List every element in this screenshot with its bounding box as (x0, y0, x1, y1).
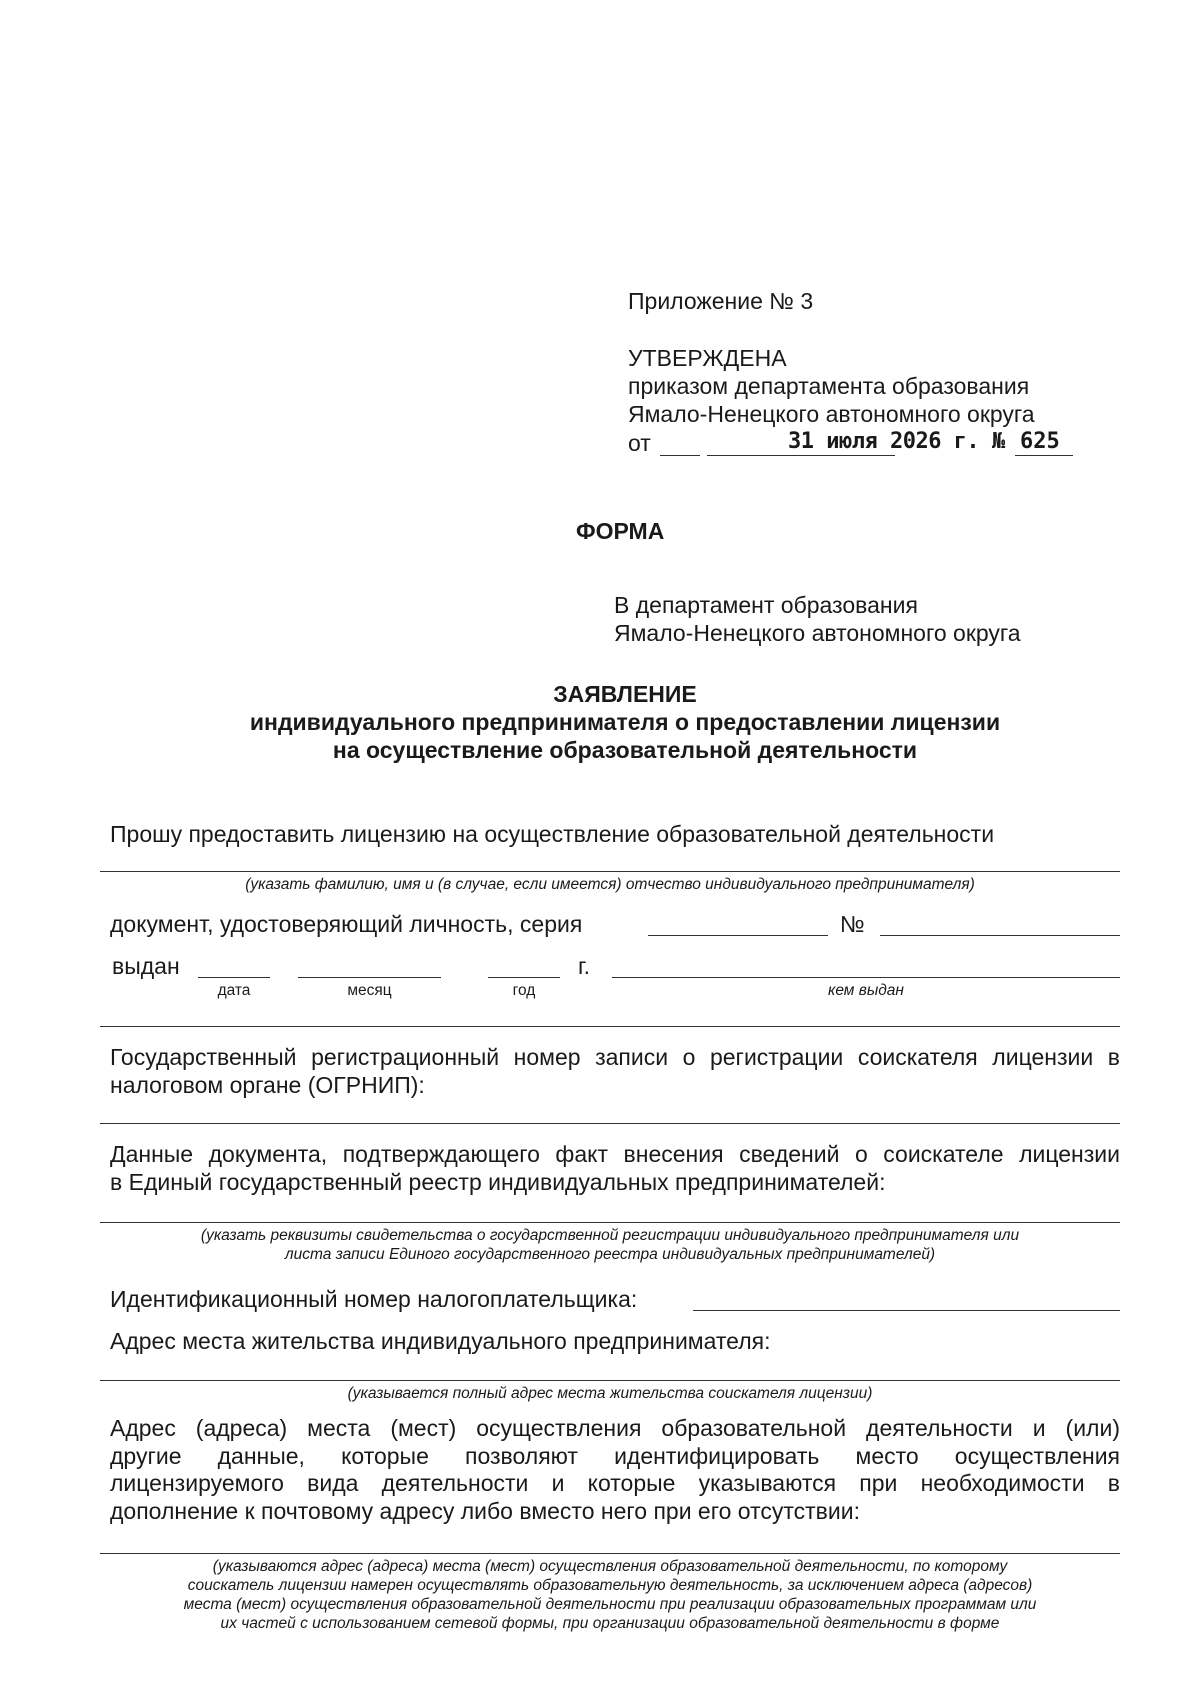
document-subtitle-line2: на осуществление образовательной деятельности (332, 737, 918, 763)
name-field-hint: (указать фамилию, имя и (в случае, если имеется) отчество индивидуального предпринимателя) (245, 876, 975, 893)
egrip-hint-line2: листа записи Единого государственного реестра индивидуальных предпринимателей) (284, 1246, 936, 1263)
issued-extra-line[interactable] (100, 1026, 1120, 1027)
caption-date: дата (217, 982, 251, 999)
form-label: ФОРМА (576, 518, 665, 544)
ogrnip-line2: налоговом органе (ОГРНИП): (110, 1071, 425, 1098)
order-number: 625 (1020, 429, 1060, 454)
egrip-line2: в Единый государственный реестр индивидуальных предпринимателей: (110, 1168, 886, 1195)
activity-hint-line3: места (мест) осуществления образовательной деятельности при реализации образовательных программам или (183, 1596, 1037, 1613)
approved-by-line1: приказом департамента образования (628, 373, 1030, 399)
egrip-line1: Данные документа, подтверждающего факт внесения сведений о соискателе лицензии (110, 1141, 1120, 1167)
order-date: 31 июля 2026 г. № (788, 429, 1005, 454)
egrip-field[interactable] (100, 1222, 1120, 1223)
activity-paragraph (110, 1415, 1120, 1525)
name-field-line[interactable] (100, 871, 1120, 872)
ogrnip-field[interactable] (100, 1123, 1120, 1124)
issued-day-field[interactable] (198, 977, 270, 978)
caption-month: месяц (347, 982, 392, 999)
activity-line2: другие данные, которые позволяют идентифицировать место осуществления (110, 1442, 1120, 1469)
appendix-label: Приложение № 3 (628, 288, 814, 314)
approved-by-line2: Ямало-Ненецкого автономного округа (628, 401, 1035, 427)
date-blank-short (660, 455, 700, 456)
date-prefix: от (628, 430, 651, 456)
inn-field[interactable] (693, 1310, 1120, 1311)
issued-by-field[interactable] (612, 977, 1120, 978)
caption-year: год (512, 982, 536, 999)
ogrnip-line1: Государственный регистрационный номер записи о регистрации соискателя лицензии в (110, 1044, 1120, 1070)
inn-label: Идентификационный номер налогоплательщика: (110, 1286, 638, 1312)
issued-label: выдан (112, 953, 180, 979)
residence-label: Адрес места жительства индивидуального предпринимателя: (110, 1328, 771, 1354)
residence-hint: (указывается полный адрес места жительства соискателя лицензии) (347, 1385, 873, 1402)
activity-hint-line2: соискатель лицензии намерен осуществлять образовательную деятельность, за исключением адреса (адресов) (187, 1577, 1033, 1594)
issued-year-suffix: г. (578, 953, 590, 979)
document-subtitle-line1: индивидуального предпринимателя о предоставлении лицензии (249, 709, 1001, 735)
document-title: ЗАЯВЛЕНИЕ (553, 681, 697, 707)
activity-line3: лицензируемого вида деятельности и которые указываются при необходимости в (110, 1470, 1120, 1496)
residence-field[interactable] (100, 1380, 1120, 1381)
caption-issued-by: кем выдан (828, 982, 904, 999)
egrip-hint-line1: (указать реквизиты свидетельства о государственной регистрации индивидуального предпринимателя или (200, 1227, 1020, 1244)
id-number-field[interactable] (880, 935, 1120, 936)
request-text: Прошу предоставить лицензию на осуществление образовательной деятельности (110, 821, 995, 847)
addressee-line2: Ямало-Ненецкого автономного округа (614, 620, 1021, 646)
addressee-line1: В департамент образования (614, 592, 918, 618)
issued-year-field[interactable] (488, 977, 560, 978)
approved-label: УТВЕРЖДЕНА (628, 345, 787, 371)
activity-line4: дополнение к почтовому адресу либо вместо него при его отсутствии: (110, 1497, 860, 1524)
id-number-sign: № (840, 911, 865, 937)
order-number-underline (1015, 455, 1073, 456)
id-document-label: документ, удостоверяющий личность, серия (110, 911, 583, 937)
id-series-field[interactable] (648, 935, 828, 936)
issued-month-field[interactable] (298, 977, 441, 978)
ogrnip-paragraph (110, 1044, 1120, 1099)
activity-hint-line4: их частей с использованием сетевой формы, при организации образовательной деятельности в форме (220, 1615, 1000, 1632)
activity-line1: Адрес (адреса) места (мест) осуществления образовательной деятельности и (или) (110, 1415, 1120, 1441)
egrip-paragraph (110, 1141, 1120, 1196)
activity-field[interactable] (100, 1553, 1120, 1554)
activity-hint-line1: (указываются адрес (адреса) места (мест) осуществления образовательной деятельности, по которому (212, 1558, 1008, 1575)
